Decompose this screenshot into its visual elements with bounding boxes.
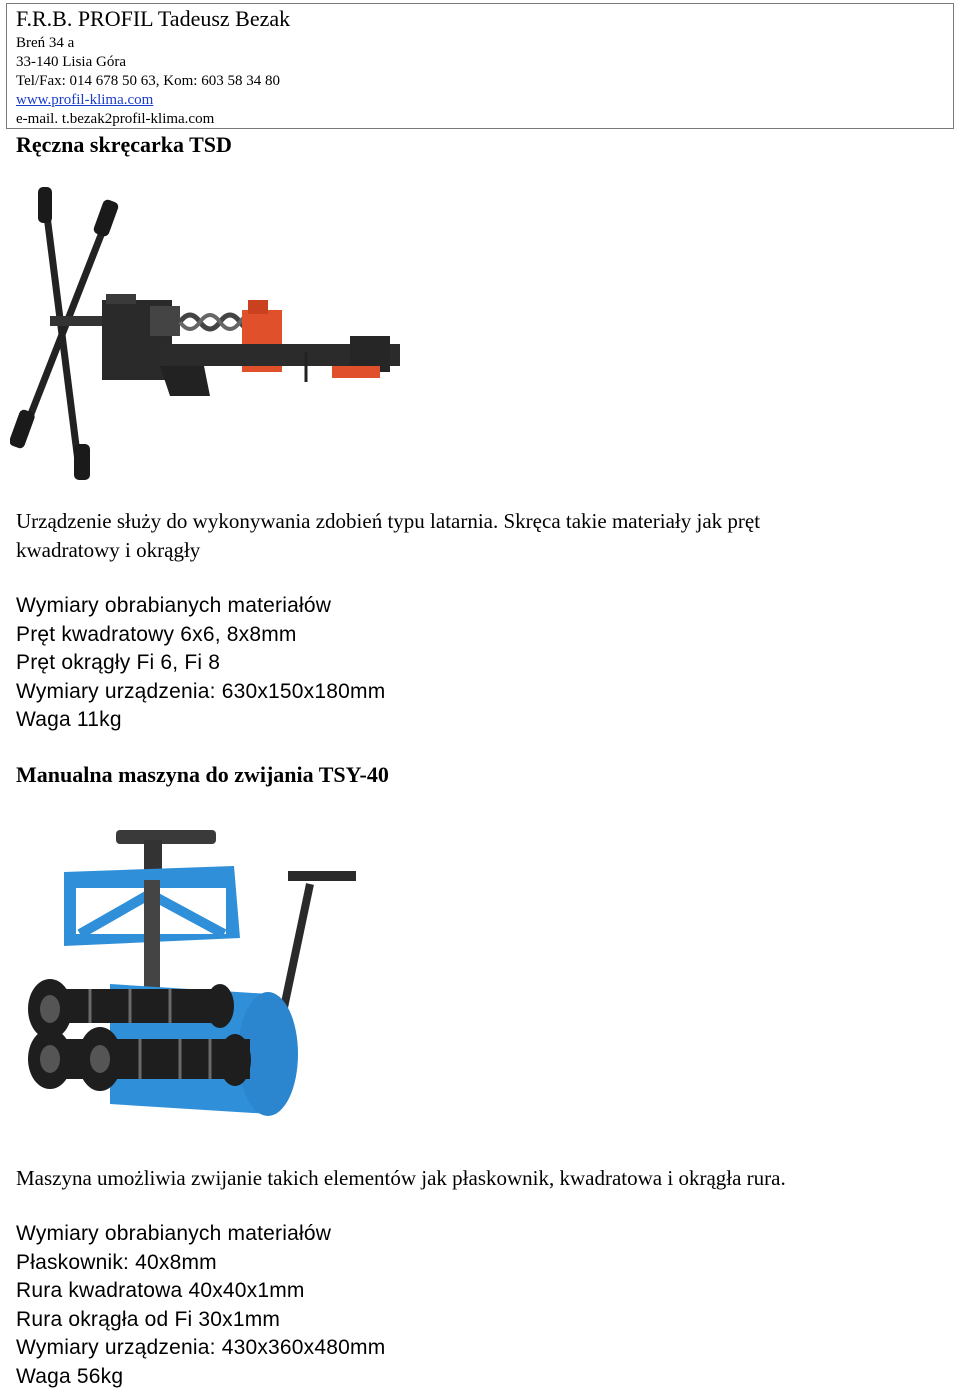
- product1-description: [16, 507, 760, 564]
- spec-line: Wymiary obrabianych materiałów: [16, 592, 385, 621]
- product1-title: Ręczna skręcarka TSD: [16, 132, 232, 158]
- spec-line: Rura okrągła od Fi 30x1mm: [16, 1306, 385, 1335]
- twister-machine-image: [10, 182, 400, 482]
- spec-line: Waga 11kg: [16, 706, 385, 735]
- website-link[interactable]: www.profil-klima.com: [16, 92, 153, 109]
- spec-line: Waga 56kg: [16, 1363, 385, 1391]
- spec-line: Płaskownik: 40x8mm: [16, 1249, 385, 1278]
- address-city: 33-140 Lisia Góra: [16, 54, 126, 71]
- spec-line: Wymiary urządzenia: 630x150x180mm: [16, 678, 385, 707]
- phone-line: Tel/Fax: 014 678 50 63, Kom: 603 58 34 80: [16, 73, 280, 90]
- description-line: kwadratowy i okrągły: [16, 536, 760, 565]
- description-line: Urządzenie służy do wykonywania zdobień typu latarnia. Skręca takie materiały jak pręt: [16, 507, 760, 536]
- product1-specs: [16, 592, 385, 735]
- product2-specs: [16, 1220, 385, 1391]
- spec-line: Pręt okrągły Fi 6, Fi 8: [16, 649, 385, 678]
- product2-description: [16, 1164, 786, 1193]
- company-name: F.R.B. PROFIL Tadeusz Bezak: [16, 6, 290, 32]
- roller-machine-image: [20, 824, 370, 1134]
- spec-line: Pręt kwadratowy 6x6, 8x8mm: [16, 621, 385, 650]
- address-street: Breń 34 a: [16, 35, 74, 52]
- spec-line: Wymiary obrabianych materiałów: [16, 1220, 385, 1249]
- description-line: Maszyna umożliwia zwijanie takich elementów jak płaskownik, kwadratowa i okrągła rura.: [16, 1164, 786, 1193]
- spec-line: Rura kwadratowa 40x40x1mm: [16, 1277, 385, 1306]
- email-line: e-mail. t.bezak2profil-klima.com: [16, 111, 214, 128]
- product2-title: Manualna maszyna do zwijania TSY-40: [16, 762, 389, 788]
- spec-line: Wymiary urządzenia: 430x360x480mm: [16, 1334, 385, 1363]
